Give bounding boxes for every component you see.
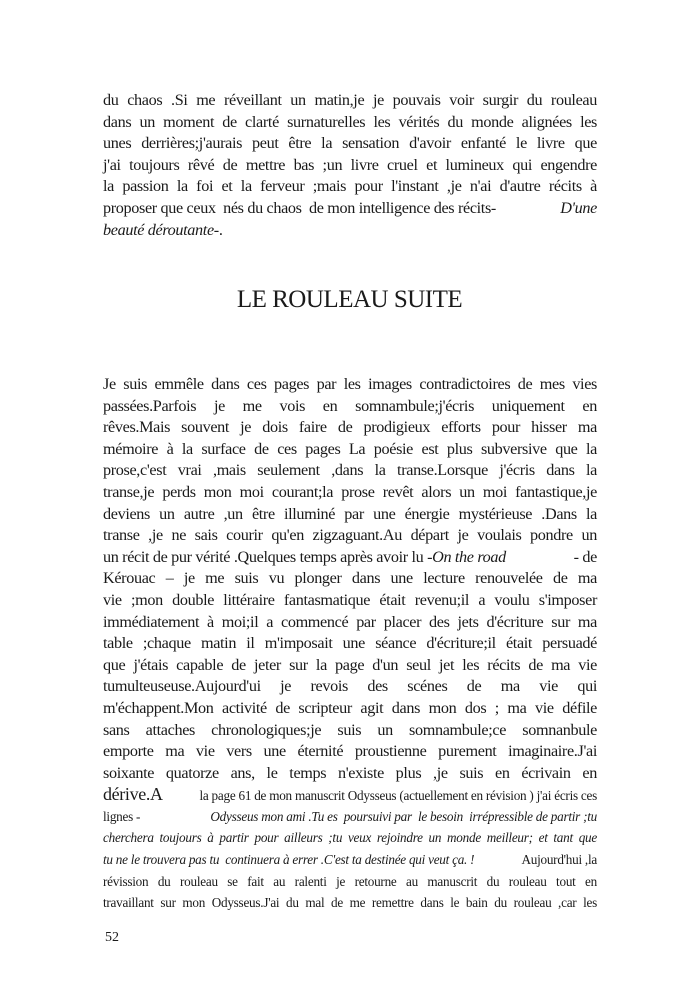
text: . (218, 220, 223, 239)
text-line (103, 417, 597, 439)
text-line (103, 568, 597, 590)
text: mémoire à la surface de ces pages La poésie est plus subversive que la (103, 439, 597, 458)
text: passées.Parfois je me vois en somnambule;j'écris uniquement en (103, 396, 597, 415)
text: dérive.A (103, 784, 163, 805)
text: deviens un autre ,un être illuminé par une énergie mystérieuse .Dans la (103, 504, 597, 523)
italic-text: Odysseus mon ami .Tu es poursuivi par le besoin irrépressible de partir ;tu (210, 808, 597, 824)
text-line (103, 590, 597, 612)
text: Kérouac – je me suis vu plonger dans une lecture renouvelée de ma (103, 569, 597, 588)
paragraph-main (103, 374, 597, 914)
page-number: 52 (105, 930, 119, 945)
italic-text: beauté déroutante- (103, 220, 219, 239)
text-line (103, 220, 597, 242)
text: unes derrières;j'aurais peut être la sensation d'avoir enfanté le livre que (103, 134, 597, 153)
text: transe ,je ne sais courir qu'en zigzaguant.Au départ je voulais pondre un (103, 526, 597, 545)
text-line (103, 90, 597, 112)
text-line (103, 871, 597, 893)
text: lignes - (103, 808, 144, 824)
italic-text: D'une (560, 198, 597, 217)
italic-text: -On the road (427, 547, 506, 566)
text-line (103, 849, 597, 871)
text-line (103, 676, 597, 698)
text: que j'étais capable de jeter sur la page d'un seul jet les récits de ma vie (103, 655, 597, 674)
text: un récit de pur vérité .Quelques temps après avoir lu (103, 547, 428, 566)
italic-text: cherchera toujours à partir pour ailleurs ;tu veux rejoindre un monde meilleur; et tant que (103, 830, 597, 846)
text: la page 61 de mon manuscrit Odysseus (actuellement en révision ) j'ai écris ces (196, 788, 597, 804)
text: m'échappent.Mon activité de scripteur agit dans mon dos ; ma vie défile (103, 698, 597, 717)
text: vie ;mon double littéraire fantasmatique était revenu;il a voulu s'imposer (103, 590, 597, 609)
text: table ;chaque matin il m'imposait une séance d'écriture;il était persuadé (103, 634, 597, 653)
text-line (103, 155, 597, 177)
text-line (103, 741, 597, 763)
text: transe,je perds mon moi courant;la prose revêt alors un moi fantastique,je (103, 482, 597, 501)
text: révission du rouleau se fait au ralenti je retourne au manuscrit du rouleau tout en (103, 873, 597, 889)
text-line (103, 396, 597, 418)
text-line (103, 547, 597, 569)
text-line (103, 482, 597, 504)
text: dans un moment de clarté surnaturelles les vérités du monde alignées les (103, 112, 597, 131)
text: Aujourd'hui ,la (521, 852, 597, 868)
chapter-title: LE ROULEAU SUITE (236, 286, 463, 313)
text-line (103, 439, 597, 461)
text-line (103, 112, 597, 134)
text: rêves.Mais souvent je dois faire de prodigieux efforts pour hisser ma (103, 418, 597, 437)
text: j'ai toujours rêvé de mettre bas ;un livre cruel et lumineux qui engendre (103, 155, 597, 174)
text-line (103, 698, 597, 720)
paragraph-intro (103, 90, 597, 241)
text-line (103, 827, 597, 849)
text-line (103, 612, 597, 634)
italic-text: tu ne le trouvera pas tu continuera à errer .C'est ta destinée qui veut ça. ! (103, 852, 475, 868)
text-line (103, 763, 597, 785)
text-line (103, 633, 597, 655)
text-line (103, 720, 597, 742)
text: Je suis emmêle dans ces pages par les images contradictoires de mes vies (103, 375, 597, 393)
text-line (103, 525, 597, 547)
text: proposer que ceux nés du chaos de mon intelligence des récits- (103, 198, 496, 217)
text: immédiatement à moi;il a commencé par placer des jets d'écriture sur ma (103, 612, 597, 631)
text: - de (569, 547, 597, 566)
text-line (103, 892, 597, 914)
text: du chaos .Si me réveillant un matin,je je pouvais voir surgir du rouleau (103, 91, 597, 109)
text-line (103, 176, 597, 198)
text-line (103, 784, 597, 806)
text-line (103, 806, 597, 828)
text-line (103, 655, 597, 677)
text-line (103, 504, 597, 526)
text: emporte ma vie vers une éternité proustienne purement imaginaire.J'ai (103, 742, 597, 761)
text: travaillant sur mon Odysseus.J'ai du mal de me remettre dans le bain du rouleau ,car les (103, 895, 597, 911)
text-line (103, 374, 597, 396)
text: sans attaches chronologiques;je suis un somnambule;ce somnanbule (103, 720, 597, 739)
text-line (103, 133, 597, 155)
text: soixante quatorze ans, le temps n'existe plus ,je suis en écrivain en (103, 763, 597, 782)
text: tumulteuseuse.Aujourd'ui je revois des scénes de ma vie qui (103, 677, 597, 696)
text: prose,c'est vrai ,mais seulement ,dans la transe.Lorsque j'écris dans la (103, 461, 597, 480)
text-line (103, 198, 597, 220)
text-line (103, 460, 597, 482)
text: la passion la foi et la ferveur ;mais pour l'instant ,je n'ai d'autre récits à (103, 177, 597, 196)
